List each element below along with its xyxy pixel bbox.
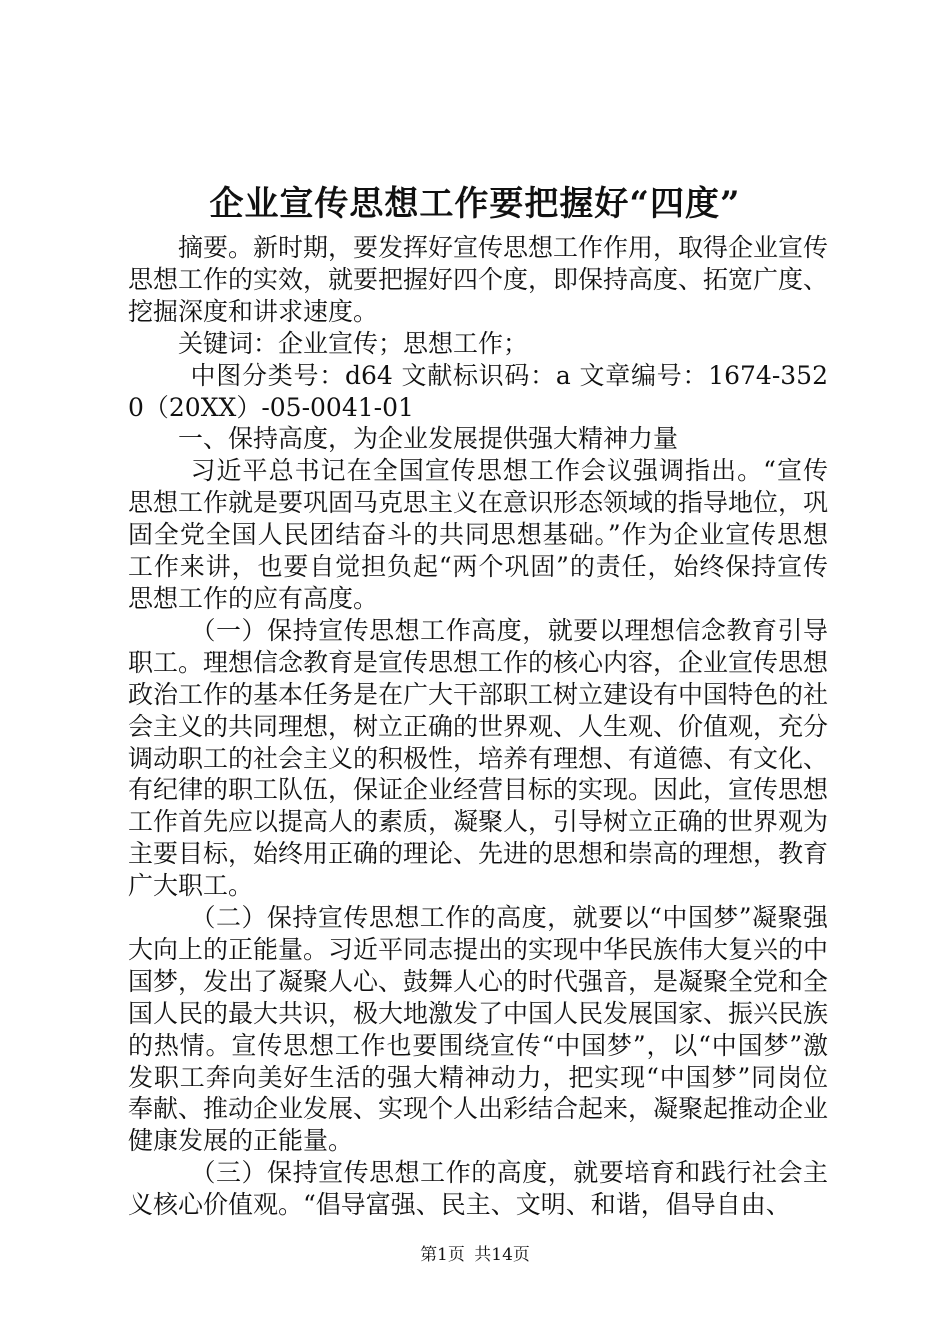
classification-paragraph: 中图分类号：d64 文献标识码：a 文章编号：1674-3520（20XX）-05-0041-01 bbox=[128, 360, 828, 422]
body-paragraph: （二）保持宣传思想工作的高度，就要以“中国梦”凝聚强大向上的正能量。习近平同志提出的实现中华民族伟大复兴的中国梦，发出了凝聚人心、鼓舞人心的时代强音，是凝聚全党和全国人民的最大共识，极大地激发了中国人民发展国家、振兴民族的热情。宣传思想工作也要围绕宣传“中国梦”，以“中国梦”激发职工奔向美好生活的强大精神动力，把实现“中国梦”同岗位奉献、推动企业发展、实现个人出彩结合起来，凝聚起推动企业健康发展的正能量。 bbox=[128, 903, 829, 1156]
page-total: 共14页 bbox=[474, 1245, 530, 1265]
section-heading: 一、保持高度，为企业发展提供强大精神力量 bbox=[178, 424, 679, 454]
document-title: 企业宣传思想工作要把握好“四度” bbox=[209, 184, 741, 224]
body-paragraph: （一）保持宣传思想工作高度，就要以理想信念教育引导职工。理想信念教育是宣传思想工作的核心内容，企业宣传思想政治工作的基本任务是在广大干部职工树立建设有中国特色的社会主义的共同理想，树立正确的世界观、人生观、价值观，充分调动职工的社会主义的积极性，培养有理想、有道德、有文化、有纪律的职工队伍，保证企业经营目标的实现。因此，宣传思想工作首先应以提高人的素质，凝聚人，引导树立正确的世界观为主要目标，始终用正确的理论、先进的思想和崇高的理想，教育广大职工。 bbox=[128, 615, 829, 901]
abstract-paragraph: 摘要。新时期，要发挥好宣传思想工作作用，取得企业宣传思想工作的实效，就要把握好四个度，即保持高度、拓宽广度、挖掘深度和讲求速度。 bbox=[128, 233, 829, 326]
page-number: 第1页 bbox=[420, 1245, 465, 1265]
keywords-paragraph: 关键词：企业宣传；思想工作； bbox=[178, 328, 529, 358]
document-body bbox=[128, 232, 828, 1221]
body-paragraph: （三）保持宣传思想工作的高度，就要培育和践行社会主义核心价值观。“倡导富强、民主、文明、和谐，倡导自由、 bbox=[128, 1158, 828, 1220]
page-footer bbox=[0, 1244, 950, 1266]
body-paragraph: 习近平总书记在全国宣传思想工作会议强调指出。“宣传思想工作就是要巩固马克思主义在意识形态领域的指导地位，巩固全党全国人民团结奋斗的共同思想基础。”作为企业宣传思想工作来讲，也要自觉担负起“两个巩固”的责任，始终保持宣传思想工作的应有高度。 bbox=[128, 456, 829, 613]
